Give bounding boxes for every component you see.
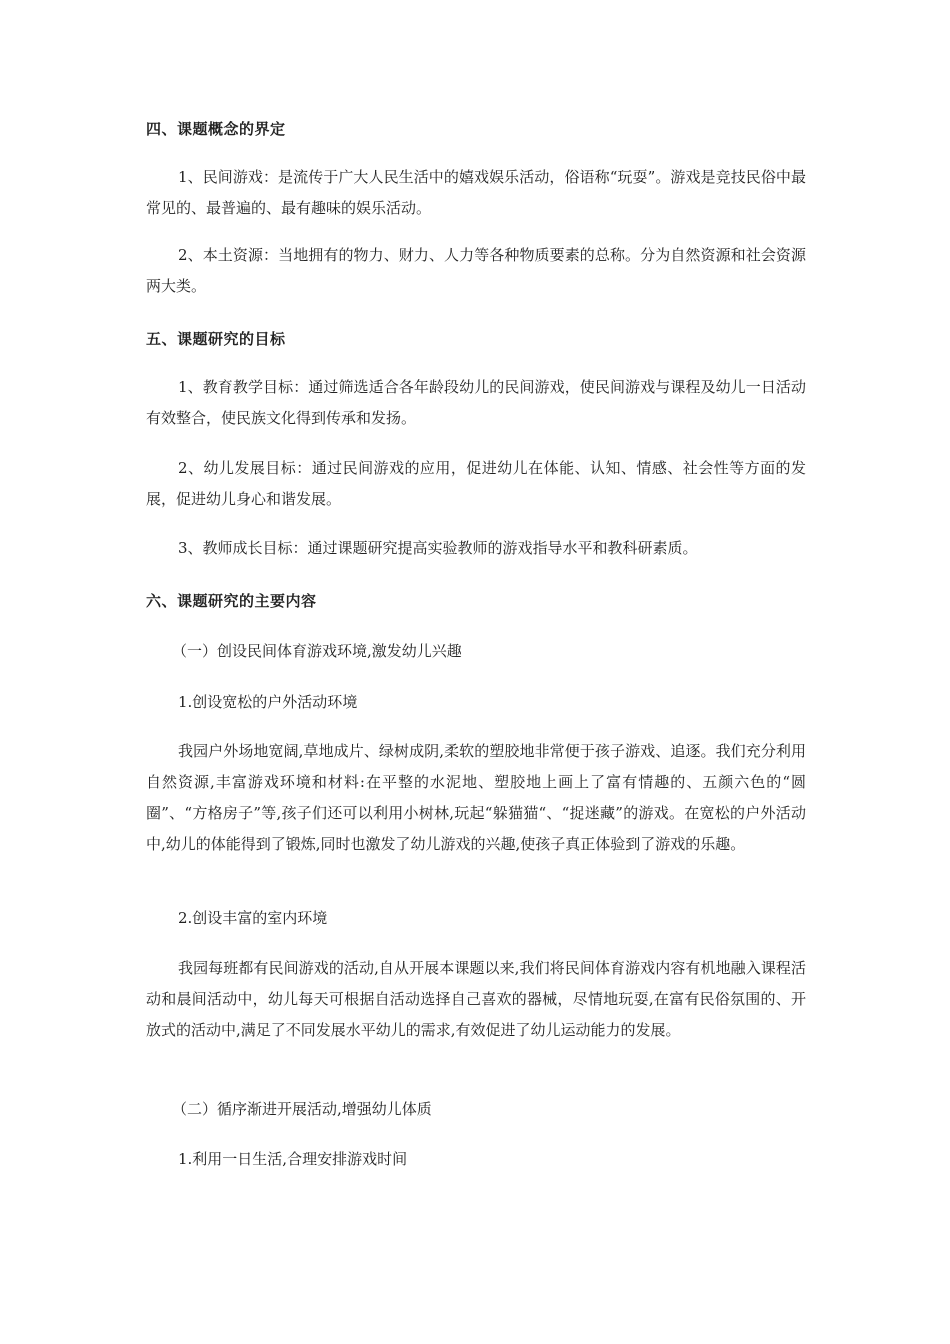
paragraph-teaching-goal: 1、教育教学目标：通过筛选适合各年龄段幼儿的民间游戏，使民间游戏与课程及幼儿一日活动有效整合，使民族文化得到传承和发扬。 [146, 378, 806, 427]
paragraph-folk-games-definition: 1、民间游戏：是流传于广大人民生活中的嬉戏娱乐活动，俗语称“玩耍”。游戏是竞技民俗中最常见的、最普遍的、最有趣味的娱乐活动。 [146, 168, 806, 217]
item-heading-daily-schedule: 1.利用一日生活,合理安排游戏时间 [178, 1150, 408, 1168]
item-heading-indoor: 2.创设丰富的室内环境 [178, 909, 328, 927]
section-heading-4: 四、课题概念的界定 [146, 120, 286, 138]
item-heading-outdoor: 1.创设宽松的户外活动环境 [178, 693, 358, 711]
section-heading-6: 六、课题研究的主要内容 [146, 592, 317, 610]
subsection-heading-2: （二）循序渐进开展活动,增强幼儿体质 [172, 1100, 432, 1118]
section-heading-5: 五、课题研究的目标 [146, 330, 286, 348]
paragraph-teacher-growth-goal: 3、教师成长目标：通过课题研究提高实验教师的游戏指导水平和教科研素质。 [178, 539, 698, 557]
paragraph-indoor-environment: 我园每班都有民间游戏的活动,自从开展本课题以来,我们将民间体育游戏内容有机地融入课程活动和晨间活动中，幼儿每天可根据自活动选择自己喜欢的器械，尽情地玩耍,在富有民俗氛围的、开放式的活动中,满足了不同发展水平幼儿的需求,有效促进了幼儿运动能力的发展。 [146, 959, 806, 1039]
paragraph-outdoor-environment: 我园户外场地宽阔,草地成片、绿树成阴,柔软的塑胶地非常便于孩子游戏、追逐。我们充分利用自然资源,丰富游戏环境和材料:在平整的水泥地、塑胶地上画上了富有情趣的、五颜六色的“圆圈”、“方格房子”等,孩子们还可以利用小树林,玩起“躲猫猫“、“捉迷藏”的游戏。在宽松的户外活动中,幼儿的体能得到了锻炼,同时也激发了幼儿游戏的兴趣,使孩子真正体验到了游戏的乐趣。 [146, 742, 806, 853]
paragraph-local-resources-definition: 2、本土资源：当地拥有的物力、财力、人力等各种物质要素的总称。分为自然资源和社会资源两大类。 [146, 246, 806, 295]
subsection-heading-1: （一）创设民间体育游戏环境,激发幼儿兴趣 [172, 642, 462, 660]
paragraph-child-development-goal: 2、幼儿发展目标：通过民间游戏的应用，促进幼儿在体能、认知、情感、社会性等方面的发展，促进幼儿身心和谐发展。 [146, 459, 806, 508]
